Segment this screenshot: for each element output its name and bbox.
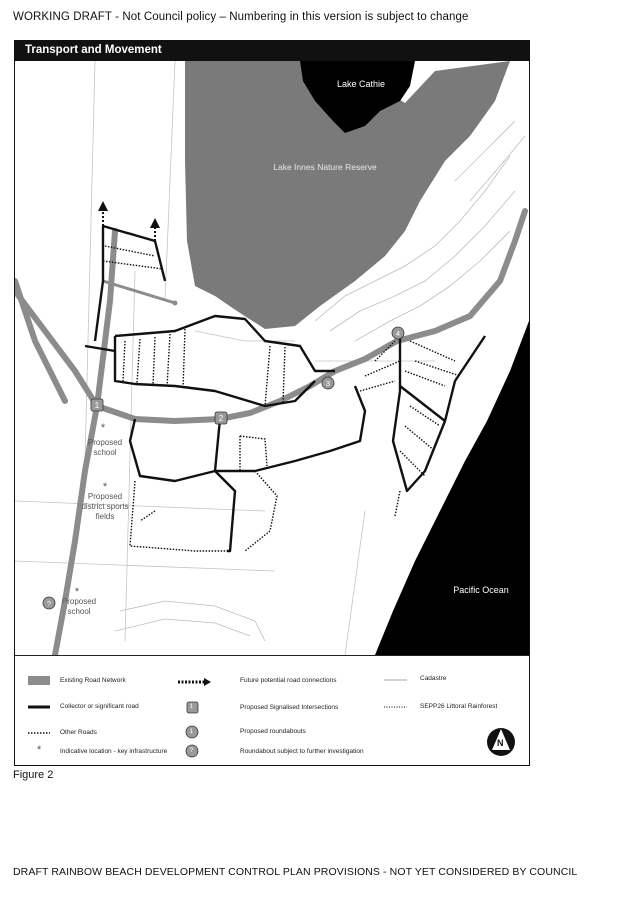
legend-existing-road-label: Existing Road Network	[60, 677, 126, 684]
legend-cadastre-label: Cadastre	[420, 675, 447, 682]
legend-other-roads-label: Other Roads	[60, 729, 97, 736]
school-2-label-line2: school	[67, 607, 91, 616]
map-legend	[15, 655, 529, 766]
future-road-connections	[103, 209, 155, 241]
pacific-ocean-water	[375, 321, 529, 655]
legend-collector-label: Collector or significant road	[60, 703, 139, 710]
legend-indicative-label: Indicative location - key infrastructure	[60, 748, 168, 755]
roundabout-unknown-label: ?	[46, 599, 52, 608]
school-2-label-line1: Proposed	[61, 597, 97, 606]
legend-investigation-symbol: ?	[189, 747, 194, 754]
road-end-point	[173, 301, 178, 306]
pacific-ocean-label: Pacific Ocean	[453, 585, 509, 595]
infrastructure-asterisk-2: *	[102, 481, 108, 493]
future-arrow-2	[150, 218, 160, 228]
legend-roundabouts-label: Proposed roundabouts	[240, 728, 306, 735]
roundabout-3-label: 3	[325, 379, 331, 388]
legend-investigation-label: Roundabout subject to further investigation	[240, 748, 364, 755]
legend-littoral-label: SEPP26 Littoral Rainforest	[420, 703, 498, 710]
transport-map	[15, 41, 529, 655]
nature-reserve-label: Lake Innes Nature Reserve	[273, 162, 377, 172]
draft-footer: DRAFT RAINBOW BEACH DEVELOPMENT CONTROL PLAN PROVISIONS - NOT YET CONSIDERED BY COUNCIL	[13, 866, 578, 878]
sports-label-line1: Proposed	[87, 492, 123, 501]
map-title: Transport and Movement	[25, 44, 162, 56]
map-frame	[14, 40, 530, 766]
legend-existing-road-swatch	[28, 676, 50, 685]
legend-future-label: Future potential road connections	[240, 677, 337, 684]
sports-label-line3: fields	[95, 512, 115, 521]
figure-caption: Figure 2	[13, 769, 54, 781]
roundabout-4-label: 4	[395, 329, 401, 338]
school-1-label-line2: school	[93, 448, 117, 457]
legend-signalised-label: Proposed Signalised Intersections	[240, 704, 339, 711]
school-1-label-line1: Proposed	[87, 438, 123, 447]
sports-label-line2: district sports	[81, 502, 129, 511]
draft-header: WORKING DRAFT - Not Council policy – Numbering in this version is subject to change	[13, 11, 469, 23]
intersection-2-label: 2	[218, 414, 224, 423]
legend-future-arrow	[204, 678, 211, 686]
future-arrow-1	[98, 201, 108, 211]
existing-local-road	[103, 281, 175, 303]
legend-roundabout-symbol: 1	[189, 728, 194, 735]
infrastructure-asterisk-1: *	[100, 422, 106, 434]
lake-cathie-label: Lake Cathie	[336, 79, 386, 89]
legend-asterisk-symbol: *	[37, 744, 42, 756]
intersection-1-label: 1	[94, 401, 100, 410]
roundabouts	[43, 327, 404, 609]
legend-signalised-symbol: 1	[189, 703, 194, 710]
infrastructure-asterisk-3: *	[74, 586, 80, 598]
north-arrow-label: N	[497, 738, 504, 748]
